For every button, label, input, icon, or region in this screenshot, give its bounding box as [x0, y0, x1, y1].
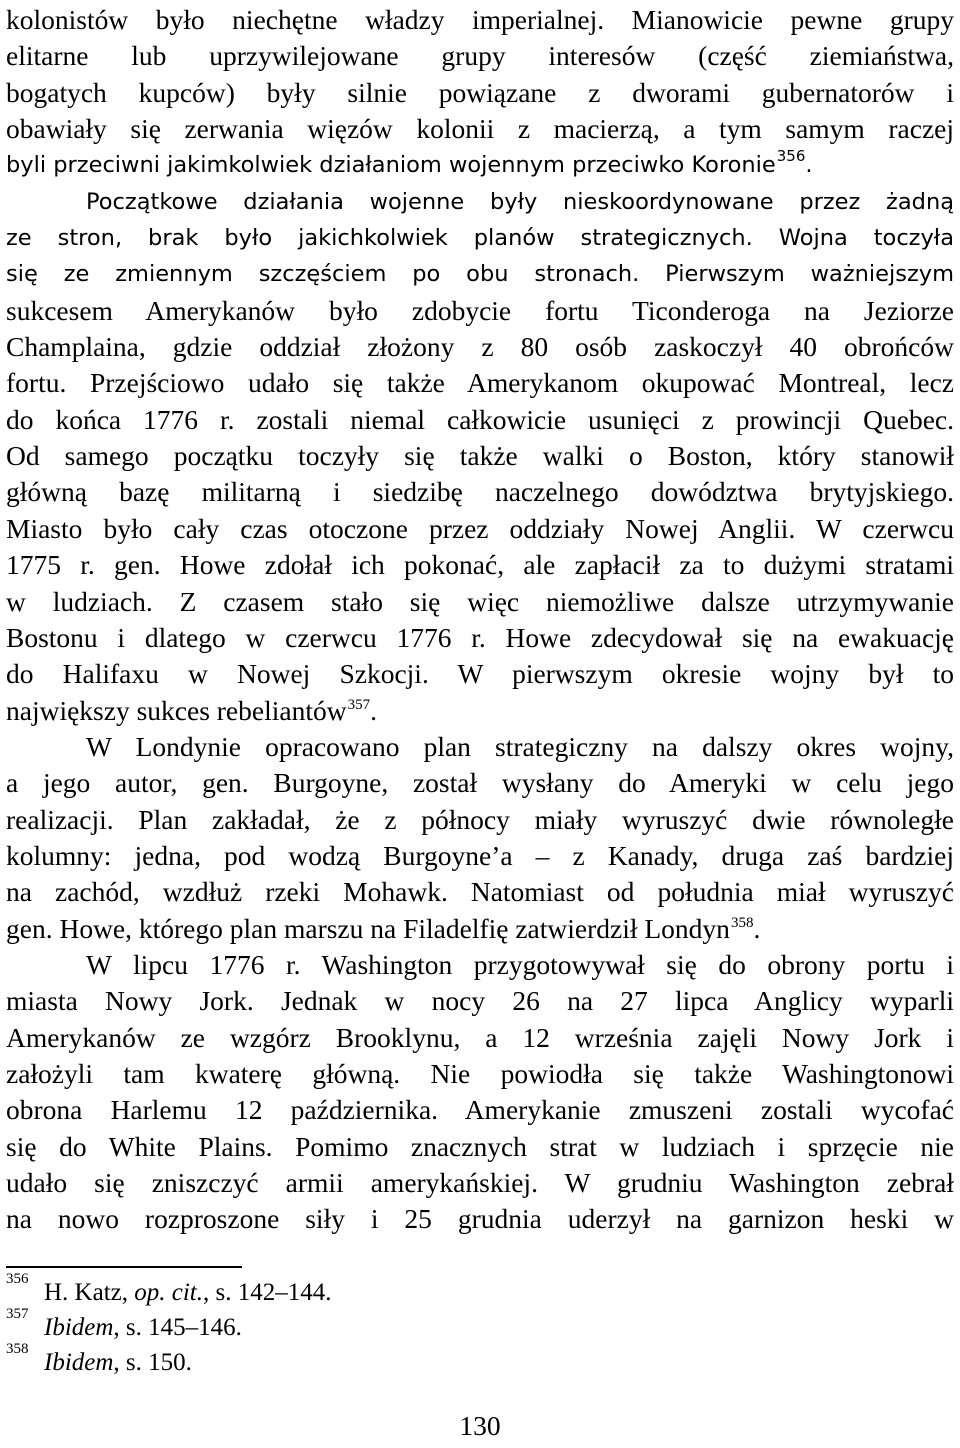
sentence-period: .	[805, 152, 813, 179]
text-line-content: gen. Howe, którego plan marszu na Filadelfię zatwierdził Londyn	[6, 912, 730, 944]
text-line	[6, 693, 954, 729]
text-line: w ludziach. Z czasem stało się więc niemożliwe dalsze utrzymywanie	[6, 585, 954, 617]
footnote-358	[6, 1341, 606, 1380]
text-line: obawiały się zerwania więzów kolonii z macierzą, a tym samym raczej	[6, 113, 954, 145]
text-line: do końca 1776 r. zostali niemal całkowicie usunięci z prowincji Quebec.	[6, 403, 954, 435]
text-line: Champlaina, gdzie oddział złożony z 80 osób zaskoczył 40 obrońców	[6, 331, 954, 363]
text-line: założyli tam kwaterę główną. Nie powiodła się także Washingtonowi	[6, 1057, 954, 1089]
footnote-356	[6, 1271, 606, 1310]
text-line: główną bazę militarną i siedzibę naczelnego dowództwa brytyjskiego.	[6, 476, 954, 508]
sentence-period: .	[370, 694, 377, 726]
text-line: się ze zmiennym szczęściem po obu stronach. Pierwszym ważniejszym	[6, 261, 954, 288]
footnotes	[6, 1271, 606, 1380]
text-line: realizacji. Plan zakładał, że z północy miały wyruszyć dwie równoległe	[6, 803, 954, 835]
text-line: Amerykanów ze wzgórz Brooklynu, a 12 września zajęli Nowy Jork i	[6, 1021, 954, 1053]
footnote-number: 358	[6, 1341, 29, 1357]
footnote-ref-356[interactable]: 356	[776, 147, 806, 166]
text-line: a jego autor, gen. Burgoyne, został wysłany do Ameryki w celu jego	[6, 767, 954, 799]
text-line-content: byli przeciwni jakimkolwiek działaniom wojennym przeciwko Koronie	[6, 152, 776, 179]
footnote-text: H. Katz, op. cit., s. 142–144.	[44, 1279, 332, 1306]
text-line-paragraph-start: W Londynie opracowano plan strategiczny na dalszy okres wojny,	[86, 730, 954, 762]
text-line: na zachód, wzdłuż rzeki Mohawk. Natomiast od południa miał wyruszyć	[6, 876, 954, 908]
footnote-text: Ibidem, s. 145–146.	[44, 1314, 242, 1341]
text-line: elitarne lub uprzywilejowane grupy interesów (część ziemiaństwa,	[6, 40, 954, 72]
text-line	[6, 911, 954, 947]
text-line: udało się zniszczyć armii amerykańskiej. W grudniu Washington zebrał	[6, 1167, 954, 1198]
text-line: bogatych kupców) były silnie powiązane z dworami gubernatorów i	[6, 76, 954, 108]
footnote-italic: Ibidem	[44, 1314, 114, 1341]
text-line: kolumny: jedna, pod wodzą Burgoyne’a – z Kanady, druga zaś bardziej	[6, 839, 954, 871]
footnote-ref-358[interactable]: 358	[730, 914, 754, 931]
footnote-number: 357	[6, 1306, 29, 1322]
text-line: obrona Harlemu 12 października. Amerykanie zmuszeni zostali wycofać	[6, 1094, 954, 1126]
text-line: ze stron, brak było jakichkolwiek planów strategicznych. Wojna toczyła	[6, 225, 954, 252]
text-line: fortu. Przejściowo udało się także Amerykanom okupować Montreal, lecz	[6, 367, 954, 399]
text-line	[6, 147, 954, 183]
text-line-paragraph-start: Początkowe działania wojenne były nieskoordynowane przez żadną	[86, 188, 954, 215]
footnote-number: 356	[6, 1271, 29, 1287]
page-body	[6, 2, 954, 1238]
text-line: się do White Plains. Pomimo znacznych strat w ludziach i sprzęcie nie	[6, 1130, 954, 1162]
text-line-content: największy sukces rebeliantów	[6, 694, 347, 726]
text-line: Miasto było cały czas otoczone przez oddziały Nowej Anglii. W czerwcu	[6, 512, 954, 544]
text-line: sukcesem Amerykanów było zdobycie fortu Ticonderoga na Jeziorze	[6, 294, 954, 326]
text-line: do Halifaxu w Nowej Szkocji. W pierwszym okresie wojny był to	[6, 658, 954, 690]
text-line: kolonistów było niechętne władzy imperialnej. Mianowicie pewne grupy	[6, 4, 954, 35]
sentence-period: .	[753, 912, 761, 944]
text-line: na nowo rozproszone siły i 25 grudnia uderzył na garnizon heski w	[6, 1203, 954, 1235]
text-line: 1775 r. gen. Howe zdołał ich pokonać, ale zapłacił za to dużymi stratami	[6, 549, 954, 581]
footnote-text: Ibidem, s. 150.	[44, 1349, 192, 1376]
footnote-ref-357[interactable]: 357	[347, 696, 371, 713]
text-line: Od samego początku toczyły się także walki o Boston, który stanowił	[6, 440, 954, 472]
text-line: miasta Nowy Jork. Jednak w nocy 26 na 27 lipca Anglicy wyparli	[6, 985, 954, 1017]
text-line-paragraph-start: W lipcu 1776 r. Washington przygotowywał się do obrony portu i	[86, 948, 954, 980]
footnote-italic: op. cit.	[134, 1279, 203, 1306]
page-number: 130	[459, 1410, 501, 1441]
footnote-italic: Ibidem	[44, 1349, 114, 1376]
footnote-divider	[6, 1266, 242, 1268]
footnote-357	[6, 1306, 606, 1345]
text-line: Bostonu i dlatego w czerwcu 1776 r. Howe zdecydował się na ewakuację	[6, 621, 954, 653]
